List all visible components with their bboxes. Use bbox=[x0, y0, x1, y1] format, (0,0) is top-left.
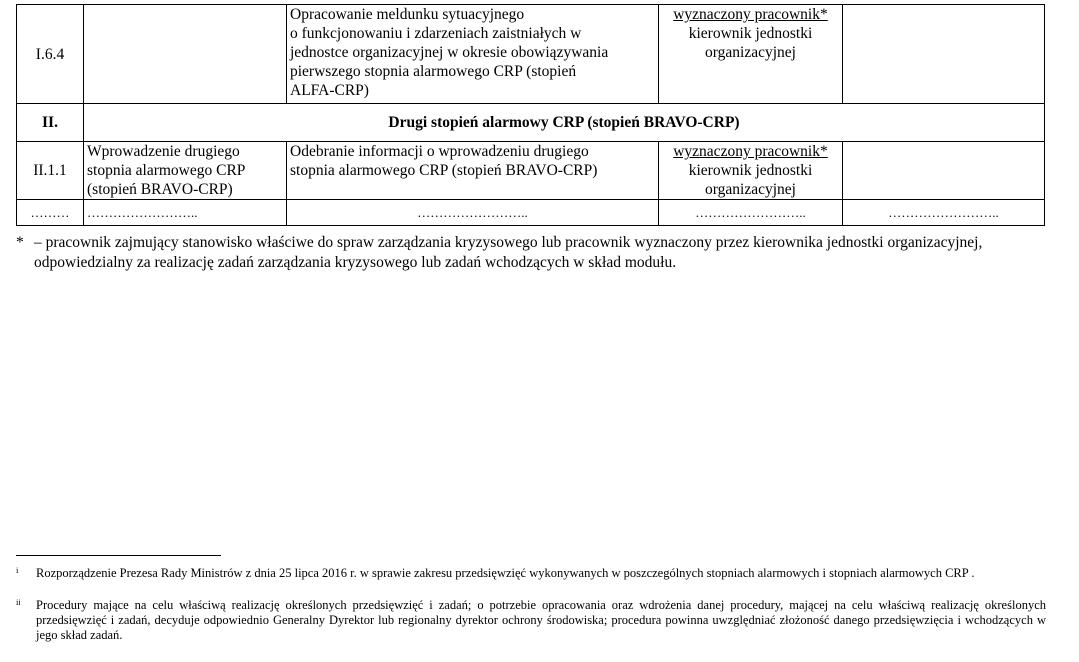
procedure-name-cell bbox=[84, 5, 287, 104]
row-number: II.1.1 bbox=[17, 142, 84, 200]
procedure-line: stopnia alarmowego CRP bbox=[87, 162, 246, 179]
responsible-primary: wyznaczony pracownik* bbox=[673, 143, 828, 160]
table-row-ii11 bbox=[17, 142, 1045, 200]
notes-cell bbox=[843, 142, 1045, 200]
responsible-line: kierownik jednostki bbox=[688, 162, 813, 179]
task-line: pierwszego stopnia alarmowego CRP (stopień bbox=[290, 63, 577, 80]
section-row-ii bbox=[17, 104, 1045, 142]
placeholder-cell: …………………….. bbox=[843, 200, 1045, 226]
procedure-line: (stopień BRAVO-CRP) bbox=[87, 181, 233, 198]
footnote-ii bbox=[16, 598, 1046, 643]
table-row-i64 bbox=[17, 5, 1045, 104]
task-line: ALFA-CRP) bbox=[290, 82, 369, 99]
asterisk-note bbox=[16, 233, 1046, 273]
footnote-mark: ii bbox=[16, 597, 21, 607]
placeholder-cell: …………………….. bbox=[659, 200, 843, 226]
procedure-line: Wprowadzenie drugiego bbox=[87, 143, 240, 160]
procedures-table bbox=[16, 4, 1045, 226]
footnote-mark: i bbox=[16, 565, 19, 575]
responsible-cell bbox=[659, 5, 843, 104]
section-title: Drugi stopień alarmowy CRP (stopień BRAVO-CRP) bbox=[84, 104, 1045, 142]
responsible-primary: wyznaczony pracownik* bbox=[673, 6, 828, 23]
responsible-line: organizacyjnej bbox=[705, 44, 796, 61]
row-number: I.6.4 bbox=[17, 5, 84, 104]
asterisk-note-text: – pracownik zajmujący stanowisko właściwe do spraw zarządzania kryzysowego lub pracownik wyznaczony przez kierownika jednostki organizacyjnej, odpowiedzialny za realizację zadań zarządzania kryzysowego lub zadań wchodzących w skład modułu. bbox=[34, 234, 983, 271]
task-line: stopnia alarmowego CRP (stopień BRAVO-CRP) bbox=[290, 162, 598, 179]
responsible-cell bbox=[659, 142, 843, 200]
task-line: jednostce organizacyjnej w okresie obowiązywania bbox=[290, 44, 609, 61]
asterisk-mark: * bbox=[16, 234, 24, 251]
section-number: II. bbox=[17, 104, 84, 142]
placeholder-cell: …………………….. bbox=[287, 200, 659, 226]
footnote-text: Procedury mające na celu właściwą realizację określonych przedsięwzięć i zadań; o potrzebie opracowania oraz wdrożenia danej procedury, mającej na celu właściwą realizację określonych przedsięwzięć i zadań, decyduje odpowiednio Generalny Dyrektor lub regionalny dyrektor ochrony środowiska; procedura powinna uwzględniać złożoność danego przedsięwzięcia i wchodzących w jego skład zadań. bbox=[36, 598, 1046, 642]
footnote-text: Rozporządzenie Prezesa Rady Ministrów z dnia 25 lipca 2016 r. w sprawie zakresu przedsięwzięć wykonywanych w poszczególnych stopniach alarmowych i stopniach alarmowych CRP . bbox=[36, 566, 975, 580]
task-description-cell bbox=[287, 5, 659, 104]
table-row-placeholder bbox=[17, 200, 1045, 226]
notes-cell bbox=[843, 5, 1045, 104]
footnote-i bbox=[16, 566, 1046, 581]
task-line: Odebranie informacji o wprowadzeniu drugiego bbox=[290, 143, 589, 160]
responsible-line: kierownik jednostki bbox=[688, 25, 813, 42]
task-description-cell bbox=[287, 142, 659, 200]
responsible-line: organizacyjnej bbox=[705, 181, 796, 198]
placeholder-cell: ……… bbox=[17, 200, 84, 226]
procedure-name-cell bbox=[84, 142, 287, 200]
task-line: Opracowanie meldunku sytuacyjnego bbox=[290, 6, 525, 23]
task-line: o funkcjonowaniu i zdarzeniach zaistniałych w bbox=[290, 25, 582, 42]
footnote-separator bbox=[16, 555, 221, 556]
placeholder-cell: …………………….. bbox=[84, 200, 287, 226]
